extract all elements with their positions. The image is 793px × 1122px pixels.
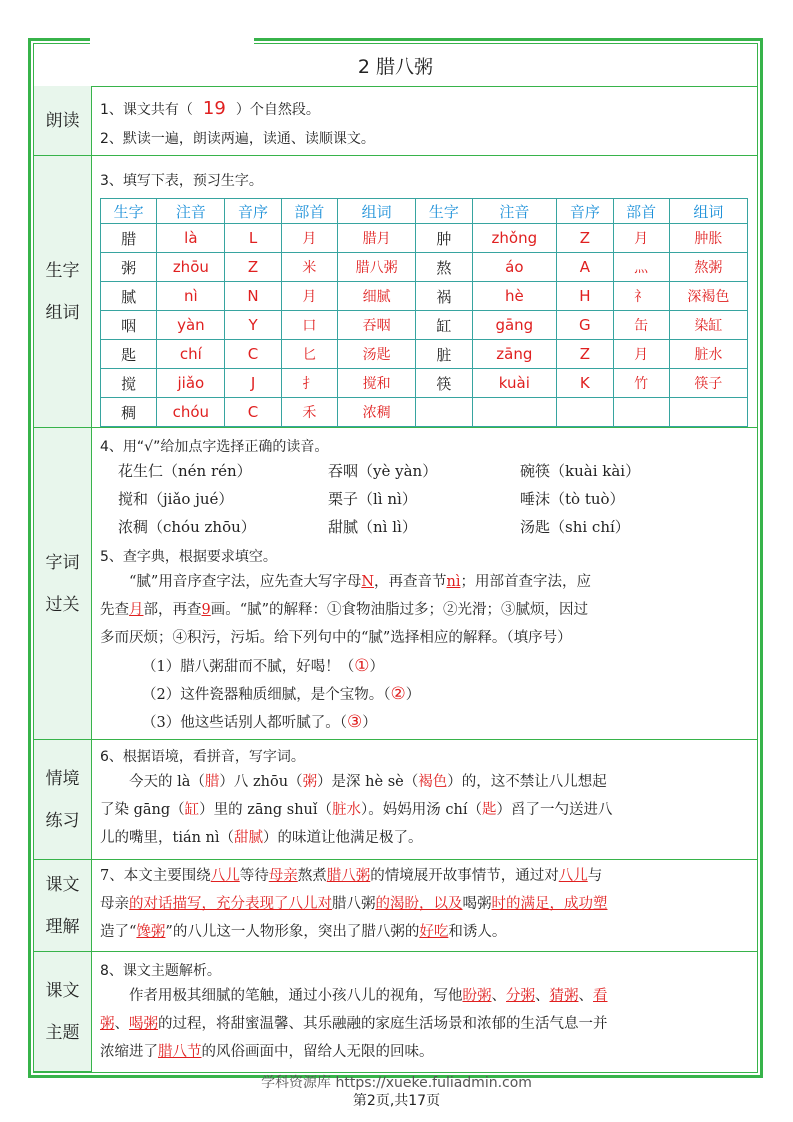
table-header: 注音 — [157, 199, 225, 224]
q4-item: 花生仁（nén rén） — [118, 462, 252, 480]
q4-item: 唾沫（tò tuò） — [520, 490, 625, 508]
table-cell: chí — [157, 340, 225, 369]
table-cell: 脏水 — [669, 340, 747, 369]
table-row — [101, 369, 748, 398]
table-cell: hè — [472, 282, 557, 311]
table-cell: 腻 — [101, 282, 157, 311]
table-cell: 匙 — [101, 340, 157, 369]
table-header: 部首 — [281, 199, 337, 224]
table-cell — [557, 398, 613, 427]
label-zhuti: 课文 主题 — [34, 952, 92, 1072]
table-cell: zhǒng — [472, 224, 557, 253]
lijie-line1: 7、本文主要围绕八儿等待母亲熬煮腊八粥的情境展开故事情节，通过对八儿与 — [100, 868, 603, 884]
table-cell: 汤匙 — [338, 340, 416, 369]
q3: 3、填写下表，预习生字。 — [100, 173, 263, 189]
table-cell: Z — [557, 224, 613, 253]
table-cell: C — [225, 340, 281, 369]
table-cell: A — [557, 253, 613, 282]
table-row — [101, 282, 748, 311]
q6-line3: 儿的嘴里，tián nì（甜腻）的味道让他满足极了。 — [100, 830, 423, 846]
table-cell: 搅和 — [338, 369, 416, 398]
table-cell: Z — [557, 340, 613, 369]
table-cell — [416, 398, 472, 427]
q8: 8、课文主题解析。 — [100, 963, 221, 979]
table-cell: 月 — [613, 224, 669, 253]
q6: 6、根据语境，看拼音，写字词。 — [100, 749, 305, 765]
table-cell: 祸 — [416, 282, 472, 311]
table-cell: 熬 — [416, 253, 472, 282]
table-cell: G — [557, 311, 613, 340]
table-row — [101, 340, 748, 369]
table-cell: 米 — [281, 253, 337, 282]
table-cell: 染缸 — [669, 311, 747, 340]
q4-item: 浓稠（chóu zhōu） — [118, 518, 256, 536]
table-cell: 脏 — [416, 340, 472, 369]
lijie-line2: 母亲的对话描写，充分表现了八儿对腊八粥的渴盼，以及喝粥时的满足，成功塑 — [100, 896, 608, 912]
table-row — [101, 224, 748, 253]
label-qingjing: 情境 练习 — [34, 740, 92, 860]
page-title: 2 腊八粥 — [34, 44, 757, 87]
q4-item: 甜腻（nì lì） — [328, 518, 417, 536]
label-ciju: 字词 过关 — [34, 428, 92, 740]
zhuti-line3: 浓缩进了腊八节的风俗画面中，留给人无限的回味。 — [100, 1044, 434, 1060]
table-header: 生字 — [101, 199, 157, 224]
table-cell: 肿 — [416, 224, 472, 253]
table-cell: Y — [225, 311, 281, 340]
zhuti-line1: 作者用极其细腻的笔触，通过小孩八儿的视角，写他盼粥、分粥、猜粥、看 — [129, 988, 608, 1004]
label-shengzi: 生字 组词 — [34, 156, 92, 428]
table-header: 组词 — [338, 199, 416, 224]
table-cell: zhōu — [157, 253, 225, 282]
table-cell: 浓稠 — [338, 398, 416, 427]
q5-s1: （1）腊八粥甜而不腻，好喝！（①） — [142, 656, 384, 676]
q2: 2、默读一遍，朗读两遍，读通、读顺课文。 — [100, 131, 375, 147]
table-cell: K — [557, 369, 613, 398]
table-cell: 缸 — [416, 311, 472, 340]
q6-line1: 今天的 là（腊）八 zhōu（粥）是深 hè sè（褐色）的，这不禁让八儿想起 — [129, 774, 607, 790]
table-cell: Z — [225, 253, 281, 282]
frame-gap — [90, 36, 254, 44]
table-cell: jiǎo — [157, 369, 225, 398]
section-zhuti — [92, 952, 757, 1072]
table-cell: 肿胀 — [669, 224, 747, 253]
table-cell: nì — [157, 282, 225, 311]
table-cell: 匕 — [281, 340, 337, 369]
table-cell: 筷 — [416, 369, 472, 398]
q5: 5、查字典，根据要求填空。 — [100, 549, 277, 565]
table-cell: 竹 — [613, 369, 669, 398]
q5-para1: “腻”用音序查字法，应先查大写字母N，再查音节nì；用部首查字法，应 — [129, 574, 591, 590]
table-header: 音序 — [225, 199, 281, 224]
page-number: 第2页,共17页 — [352, 1093, 441, 1109]
q1: 1、课文共有（ 19 ）个自然段。 — [100, 98, 320, 119]
table-cell: N — [225, 282, 281, 311]
q1-answer: 19 — [202, 98, 226, 119]
table-cell — [613, 398, 669, 427]
table-cell: là — [157, 224, 225, 253]
table-cell: 熬粥 — [669, 253, 747, 282]
section-ciju — [92, 428, 757, 740]
table-cell: 礻 — [613, 282, 669, 311]
table-cell — [472, 398, 557, 427]
q4: 4、用“√”给加点字选择正确的读音。 — [100, 439, 329, 455]
table-cell: áo — [472, 253, 557, 282]
watermark: 学科资源库 https://xueke.fuliadmin.com — [261, 1075, 532, 1091]
table-cell: J — [225, 369, 281, 398]
table-cell: 腊月 — [338, 224, 416, 253]
table-header: 生字 — [416, 199, 472, 224]
table-cell: H — [557, 282, 613, 311]
section-shengzi — [92, 156, 757, 428]
label-langdu: 朗读 — [34, 86, 92, 156]
table-cell: 扌 — [281, 369, 337, 398]
table-cell: 腊八粥 — [338, 253, 416, 282]
table-cell: 月 — [281, 224, 337, 253]
table-cell: 吞咽 — [338, 311, 416, 340]
table-cell: yàn — [157, 311, 225, 340]
table-cell: L — [225, 224, 281, 253]
table-cell: 灬 — [613, 253, 669, 282]
q5-s3: （3）他这些话别人都听腻了。（③） — [142, 712, 377, 732]
q4-item: 吞咽（yè yàn） — [328, 462, 438, 480]
q4-item: 搅和（jiǎo jué） — [118, 490, 234, 508]
table-header: 部首 — [613, 199, 669, 224]
table-row — [101, 253, 748, 282]
table-row — [101, 311, 748, 340]
table-header: 音序 — [557, 199, 613, 224]
table-cell: 腊 — [101, 224, 157, 253]
table-cell: 粥 — [101, 253, 157, 282]
char-table — [100, 198, 748, 427]
q6-line2: 了染 gāng（缸）里的 zāng shuǐ（脏水）。妈妈用汤 chí（匙）舀了一勺送进八 — [100, 802, 613, 818]
table-cell: 咽 — [101, 311, 157, 340]
table-cell: 筷子 — [669, 369, 747, 398]
table-cell: 细腻 — [338, 282, 416, 311]
section-langdu — [92, 86, 757, 156]
table-cell: 月 — [281, 282, 337, 311]
q4-item: 碗筷（kuài kài） — [520, 462, 641, 480]
section-lijie — [92, 860, 757, 952]
table-cell: 月 — [613, 340, 669, 369]
table-cell: 禾 — [281, 398, 337, 427]
table-cell: 口 — [281, 311, 337, 340]
table-cell — [669, 398, 747, 427]
table-cell: 缶 — [613, 311, 669, 340]
label-lijie: 课文 理解 — [34, 860, 92, 952]
q4-item: 栗子（lì nì） — [328, 490, 417, 508]
table-header: 注音 — [472, 199, 557, 224]
q5-para2: 先查月部，再查9画。“腻”的解释：①食物油脂过多；②光滑；③腻烦，因过 — [100, 602, 589, 618]
q5-s2: （2）这件瓷器釉质细腻，是个宝物。（②） — [142, 684, 421, 704]
q5-para3: 多而厌烦；④积污，污垢。给下列句中的“腻”选择相应的解释。（填序号） — [100, 630, 572, 646]
table-cell: kuài — [472, 369, 557, 398]
zhuti-line2: 粥、喝粥的过程，将甜蜜温馨、其乐融融的家庭生活场景和浓郁的生活气息一并 — [100, 1016, 608, 1032]
table-cell: zāng — [472, 340, 557, 369]
table-row — [101, 398, 748, 427]
table-cell: gāng — [472, 311, 557, 340]
section-qingjing — [92, 740, 757, 860]
table-cell: 稠 — [101, 398, 157, 427]
table-cell: chóu — [157, 398, 225, 427]
lijie-line3: 造了“馋粥”的八儿这一人物形象，突出了腊八粥的好吃和诱人。 — [100, 924, 507, 940]
q4-item: 汤匙（shi chí） — [520, 518, 630, 536]
table-cell: 搅 — [101, 369, 157, 398]
table-cell: C — [225, 398, 281, 427]
table-cell: 深褐色 — [669, 282, 747, 311]
table-header: 组词 — [669, 199, 747, 224]
